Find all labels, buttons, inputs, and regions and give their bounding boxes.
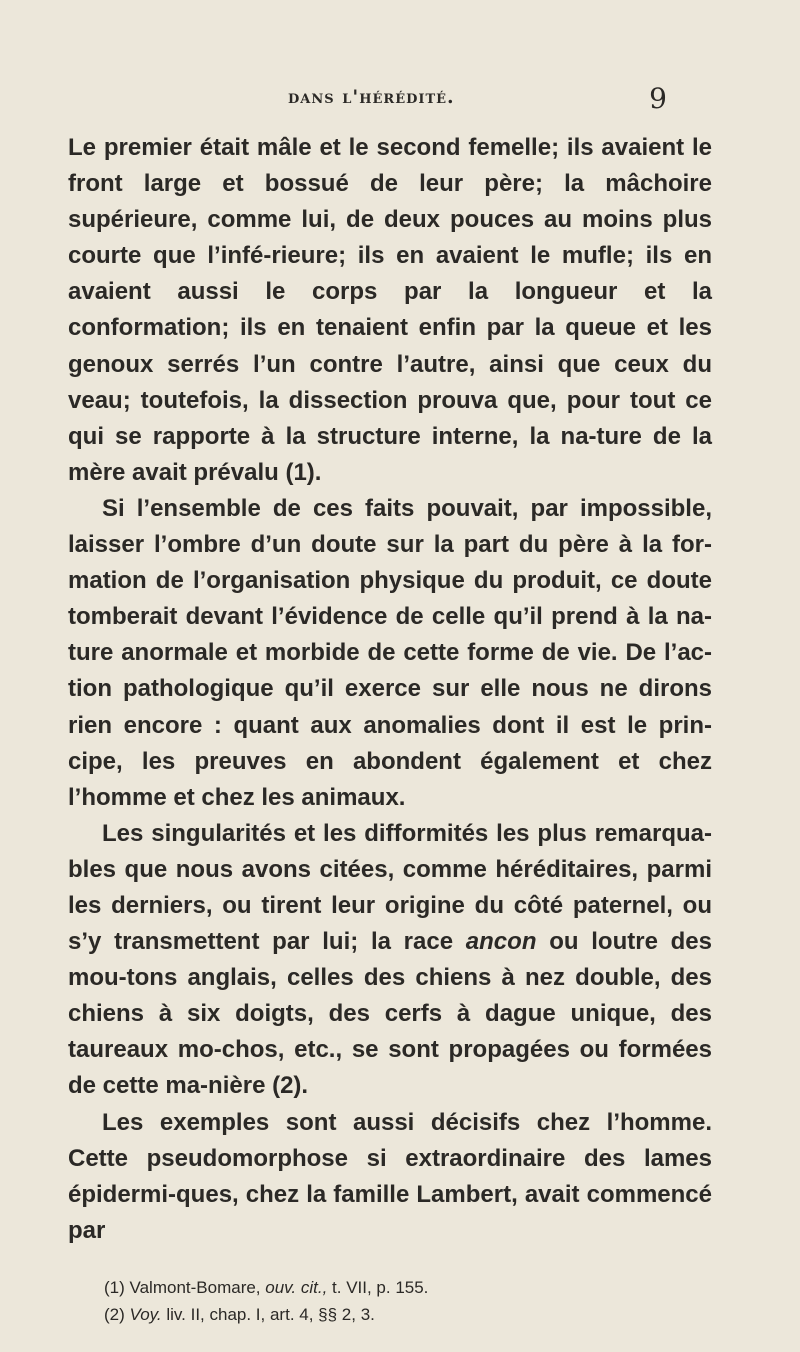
running-title: dans l'hérédité. — [288, 86, 455, 108]
footnote-1 — [104, 1274, 704, 1301]
footnote-text: t. VII, p. 155. — [327, 1278, 429, 1297]
paragraph-4 — [68, 1105, 712, 1249]
paragraph-1 — [68, 130, 712, 491]
footnote-text: Valmont-Bomare, — [129, 1278, 266, 1297]
paragraph-text: Les singularités et les difformités les plus remarqua-bles que nous avons citées, comme héréditaires, parmi les derniers, ou tirent leur origine du côté paternel, ou s’y transmettent par lui; la race — [68, 819, 712, 956]
italic-term: ancon — [465, 928, 537, 956]
page-number: 9 — [649, 82, 668, 115]
paragraph-3 — [68, 816, 712, 1105]
paragraph-text: Si l’ensemble de ces faits pouvait, par impossible, laisser l’ombre d’un doute sur la part du père à la for-mation de l’organisation physique du produit, ce doute tomberait devant l’évidence de celle qu’il prend à la na-ture anormale et morbide de cette forme de vie. De l’ac-tion pathologique qu’il exerce sur elle nous ne dirons rien encore : quant aux anomalies dont il est le prin-cipe, les preuves en abondent également et chez l’homme et chez les animaux. — [68, 494, 712, 811]
body-text — [68, 130, 712, 1249]
paragraph-text: Le premier était mâle et le second femelle; ils avaient le front large et bossué de leur père; la mâchoire supérieure, comme lui, de deux pouces au moins plus courte que l’infé-rieure; ils en avaient le mufle; ils en avaient aussi le corps par la longueur et la conformation; ils en tenaient enfin par la queue et les genoux serrés l’un contre l’autre, ainsi que ceux du veau; toutefois, la dissection prouva que, pour tout ce qui se rapporte à la structure interne, la na-ture de la mère avait prévalu (1). — [68, 134, 712, 486]
footnote-text: liv. II, chap. I, art. 4, §§ 2, 3. — [161, 1305, 375, 1324]
paragraph-text: Les exemples sont aussi décisifs chez l’homme. Cette pseudomorphose si extraordinaire des lames épidermi-ques, chez la famille Lambert, avait commencé par — [68, 1108, 712, 1244]
footnote-mark: (1) — [104, 1278, 125, 1297]
footnote-2 — [104, 1301, 704, 1328]
footnotes — [104, 1274, 704, 1328]
footnote-italic: Voy. — [129, 1305, 162, 1324]
paragraph-text: ou loutre des mou-tons anglais, celles des chiens à nez double, des chiens à six doigts, des cerfs à dague unique, des taureaux mo-chos, etc., se sont propagées ou formées de cette ma-nière (2). — [68, 928, 712, 1100]
footnote-mark: (2) — [104, 1305, 125, 1324]
footnote-italic: ouv. cit., — [265, 1278, 328, 1297]
paragraph-2 — [68, 491, 712, 816]
